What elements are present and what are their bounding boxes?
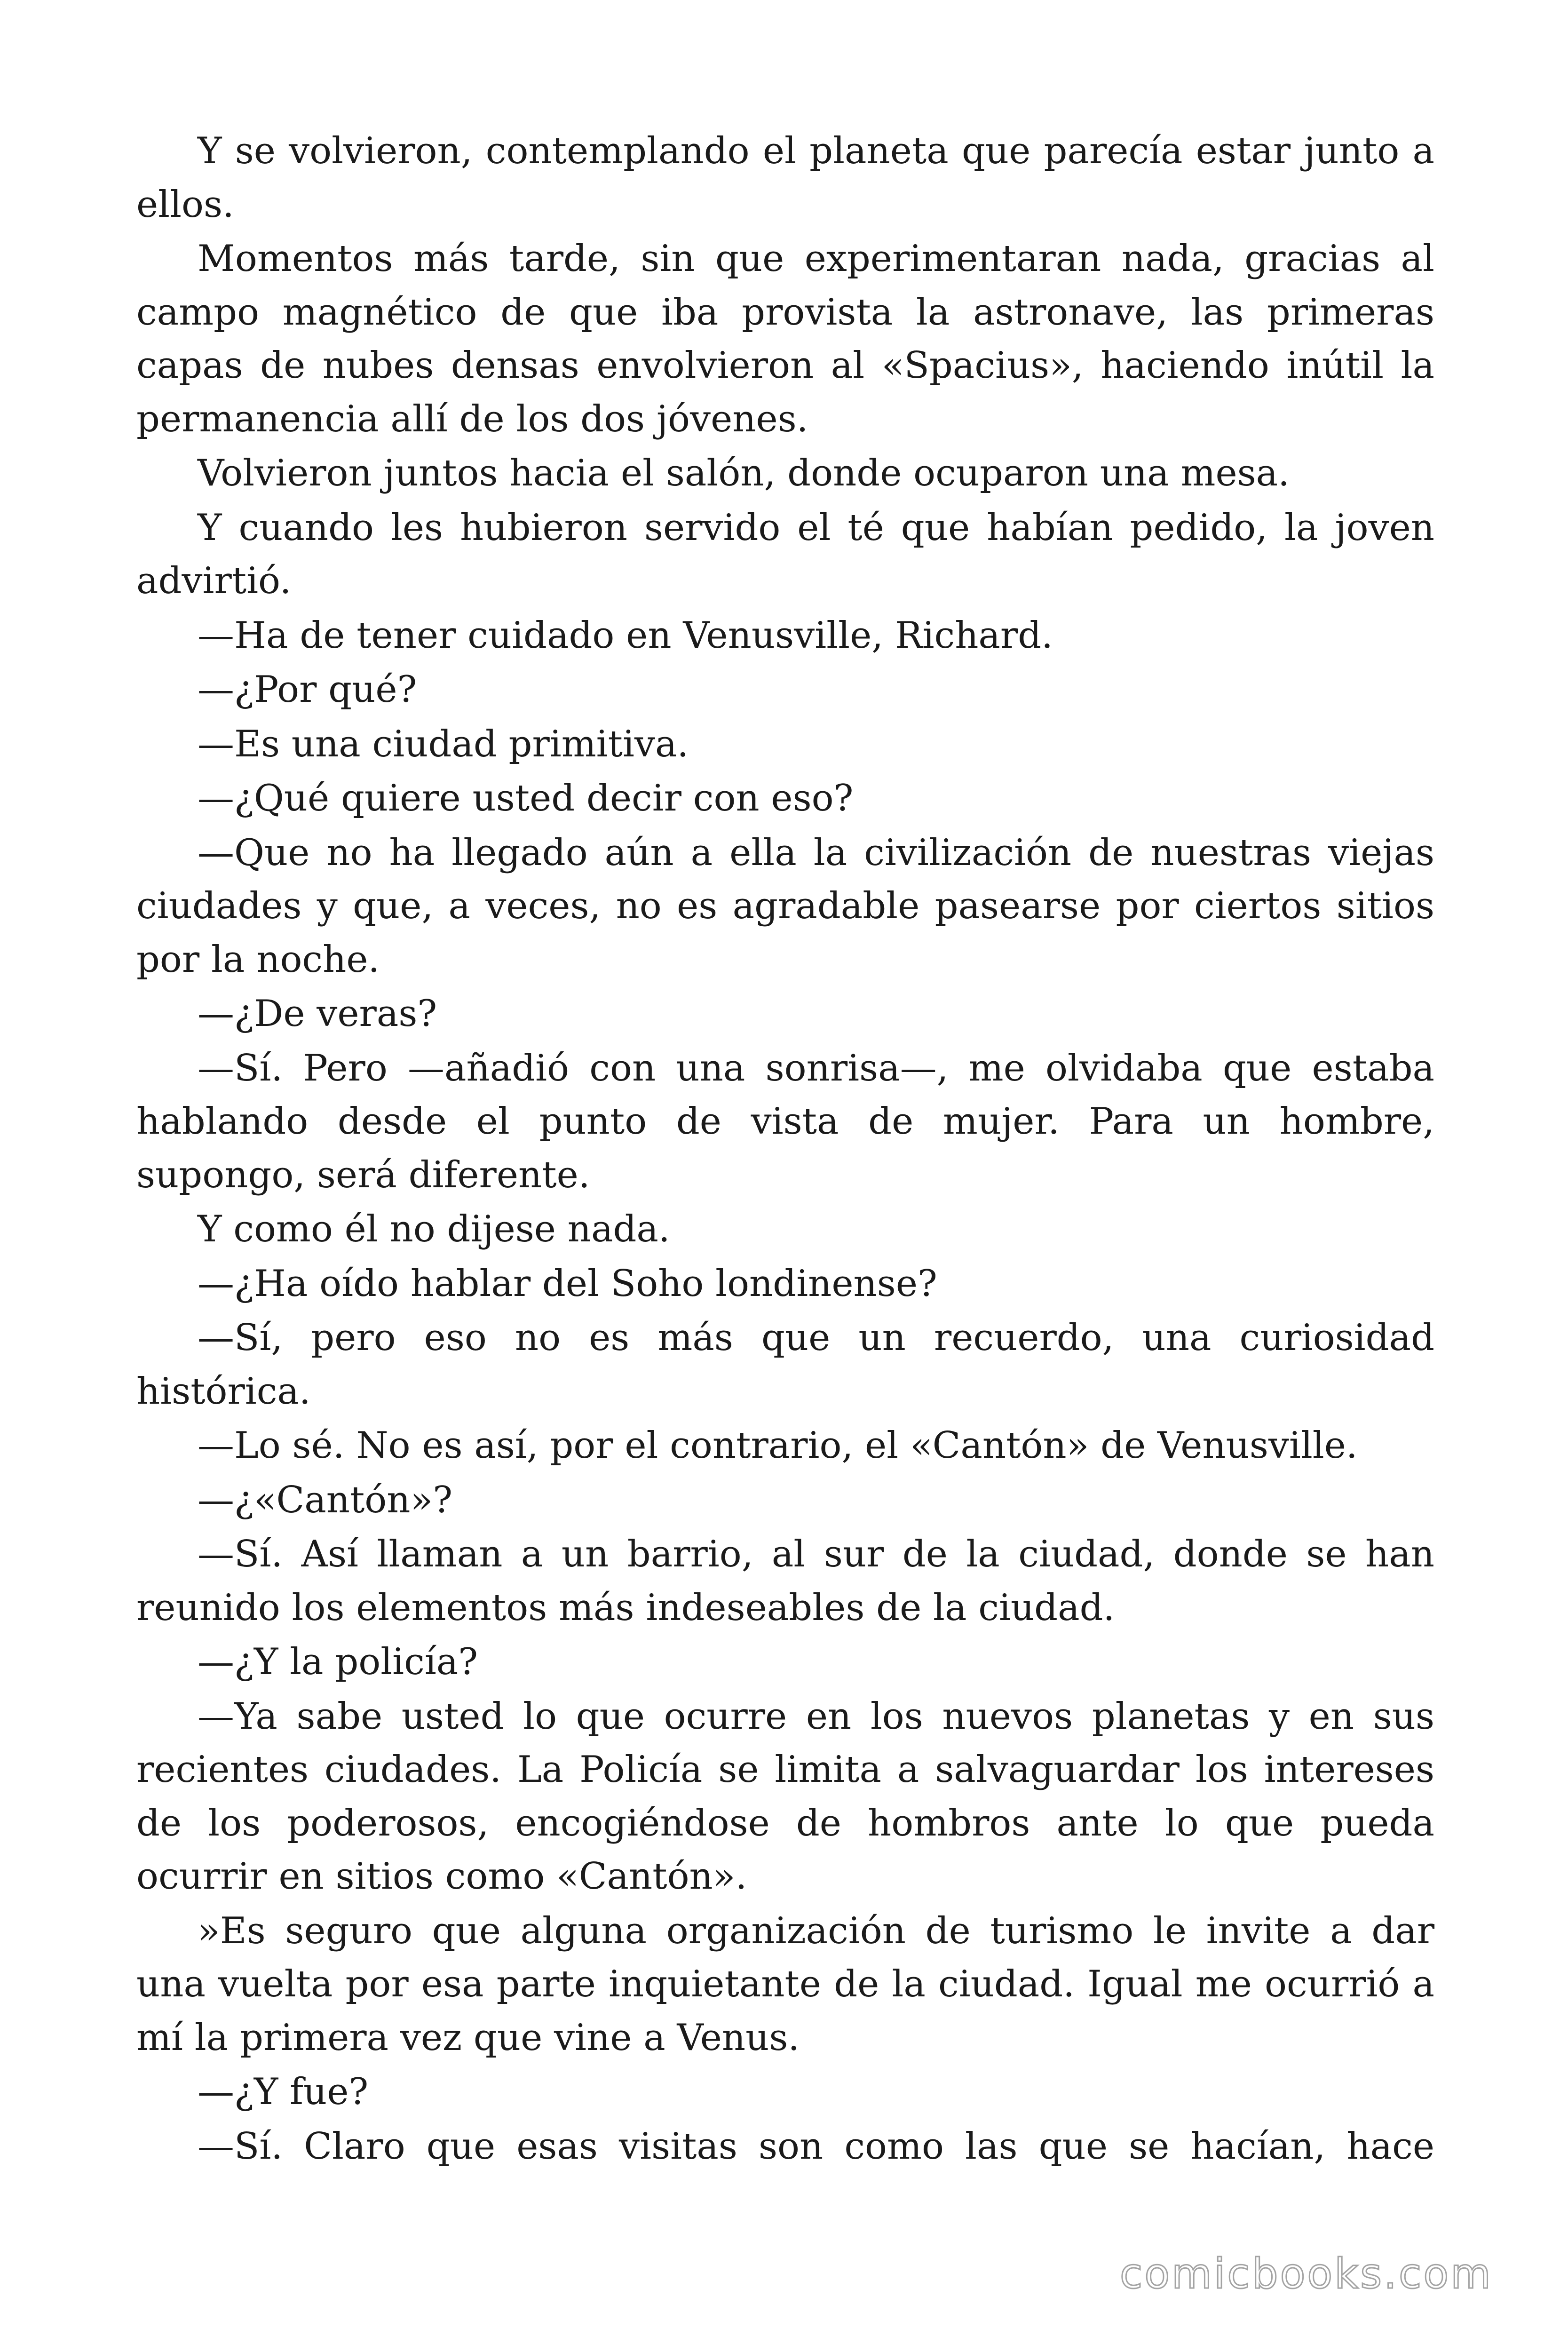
paragraph: —¿Por qué? [198, 668, 417, 711]
paragraph: —Que no ha llegado aún a ella la civilización de nuestras viejas ciudades y que, a veces, no es agradable pasearse por ciertos sitios por la noche. [136, 831, 1434, 981]
paragraph: —Sí, pero eso no es más que un recuerdo, una curiosidad histórica. [136, 1317, 1434, 1413]
paragraph: Y como él no dijese nada. [198, 1208, 670, 1250]
paragraph: —Sí. Claro que esas visitas son como las que se hacían, hace [198, 2125, 1434, 2168]
paragraph: —¿Y fue? [198, 2071, 369, 2113]
paragraph: Volvieron juntos hacia el salón, donde ocuparon una mesa. [198, 452, 1290, 494]
paragraph: —Ha de tener cuidado en Venusville, Richard. [198, 614, 1053, 657]
paragraph: —Lo sé. No es así, por el contrario, el «Cantón» de Venusville. [198, 1424, 1358, 1467]
paragraph: —Sí. Pero —añadió con una sonrisa—, me olvidaba que estaba hablando desde el punto de vista de mujer. Para un hombre, supongo, será diferente. [136, 1047, 1434, 1196]
paragraph: Y se volvieron, contemplando el planeta que parecía estar junto a ellos. [136, 130, 1434, 226]
watermark: comicbooks.com [1119, 2249, 1493, 2298]
paragraph: Momentos más tarde, sin que experimentaran nada, gracias al campo magnético de que iba provista la astronave, las primeras capas de nubes densas envolvieron al «Spacius», haciendo inútil la permanencia allí de los dos jóvenes. [136, 238, 1434, 440]
paragraph: —Ya sabe usted lo que ocurre en los nuevos planetas y en sus recientes ciudades. La Policía se limita a salvaguardar los intereses de los poderosos, encogiéndose de hombros ante lo que pueda ocurrir en sitios como «Cantón». [136, 1695, 1434, 1898]
paragraph: —¿De veras? [198, 993, 437, 1035]
paragraph: —Sí. Así llaman a un barrio, al sur de la ciudad, donde se han reunido los elementos más indeseables de la ciudad. [136, 1533, 1434, 1629]
paragraph: —¿Ha oído hablar del Soho londinense? [198, 1262, 937, 1305]
paragraph: Y cuando les hubieron servido el té que habían pedido, la joven advirtió. [136, 506, 1434, 602]
paragraph: —¿Qué quiere usted decir con eso? [198, 777, 854, 819]
paragraph: —¿Y la policía? [198, 1641, 478, 1683]
paragraph: —¿«Cantón»? [198, 1478, 453, 1521]
paragraph: »Es seguro que alguna organización de turismo le invite a dar una vuelta por esa parte inquietante de la ciudad. Igual me ocurrió a mí la primera vez que vine a Venus. [136, 1909, 1434, 2059]
book-page-text [136, 125, 1434, 2173]
paragraph: —Es una ciudad primitiva. [198, 723, 689, 765]
